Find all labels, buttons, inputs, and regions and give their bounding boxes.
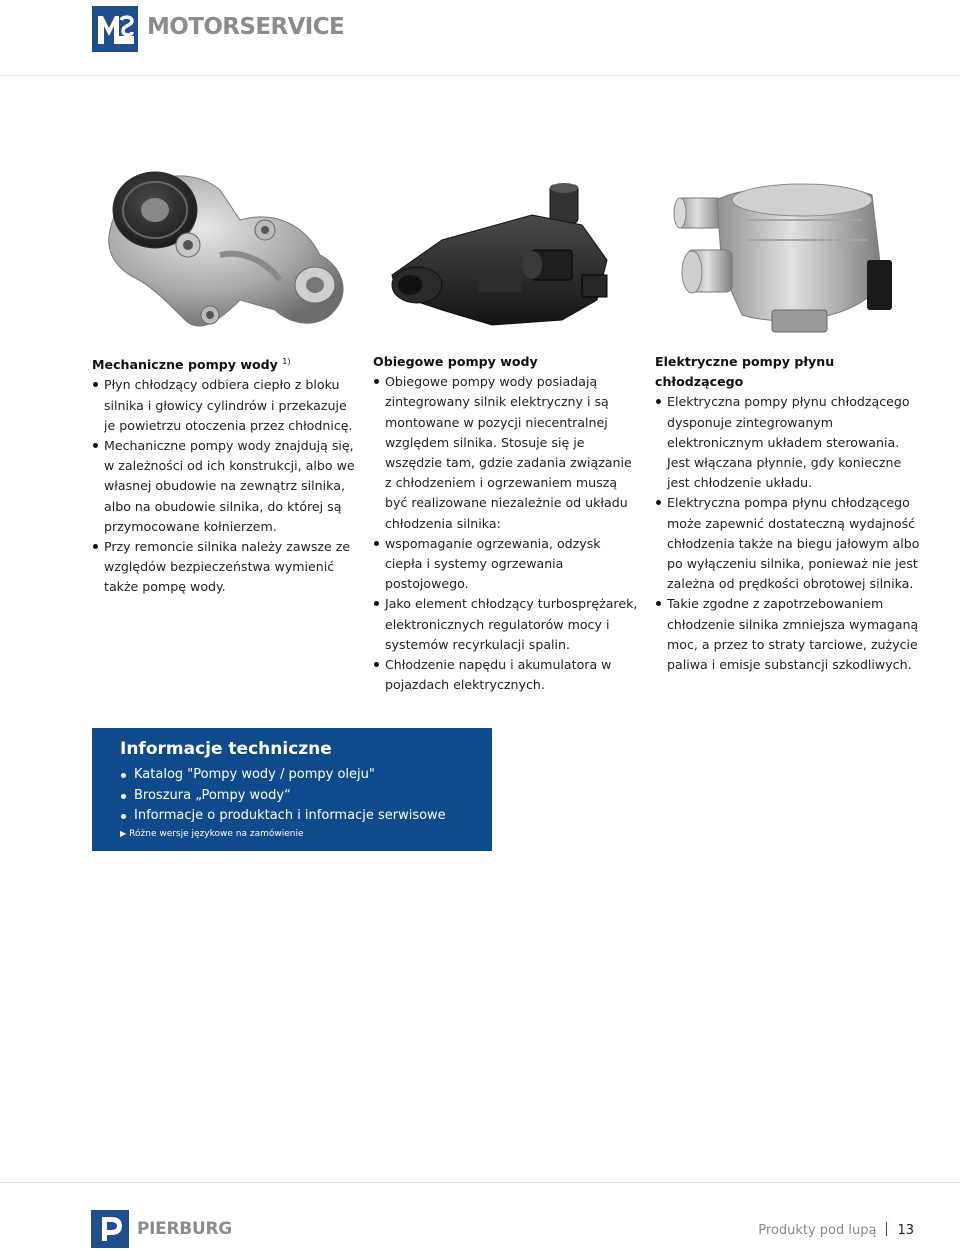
circulation-pumps-column — [373, 352, 638, 695]
technical-info-box — [92, 728, 492, 851]
mechanical-water-pump-image — [90, 160, 360, 340]
column-title: Elektryczne pompy płynu chłodzącego — [655, 354, 835, 390]
info-note-text: Różne wersje językowe na zamówienie — [129, 828, 304, 839]
bullet-list — [373, 372, 638, 695]
pierburg-logo-icon — [91, 1210, 129, 1248]
list-item: Obiegowe pompy wody posiadają zintegrowany silnik elektryczny i są montowane w pozycji niecentralnej względem silnika. Stosuje się je wszędzie tam, gdzie zadania związanie z chłodzeniem i ogrzewaniem muszą być realizowane niezależnie od układu chłodzenia silnika: — [373, 372, 638, 534]
footnote-mark: 1) — [282, 357, 291, 366]
triangle-right-icon: ▶ — [120, 828, 127, 838]
section-name: Produkty pod lupą — [758, 1223, 877, 1238]
column-title: Mechaniczne pompy wody $^{1)}$ — [92, 357, 291, 373]
list-item: Takie zgodne z zapotrzebowaniem chłodzenie silnika zmniejsza wymaganą moc, a przez to straty tarciowe, zużycie paliwa i emisje substancji szkodliwych. — [655, 594, 923, 675]
bullet-list — [655, 392, 923, 675]
electric-pumps-column — [655, 352, 923, 675]
page-number: 13 — [897, 1223, 914, 1238]
electric-coolant-pump-image — [672, 180, 902, 340]
info-item-product-info[interactable]: Informacje o produktach i informacje serwisowe — [120, 806, 492, 827]
mechanical-pumps-column — [92, 352, 357, 598]
list-item: wspomaganie ogrzewania, odzysk ciepła i systemy ogrzewania postojowego. — [373, 534, 638, 595]
page-footer — [0, 1182, 960, 1252]
info-item-brochure[interactable]: Broszura „Pompy wody“ — [120, 786, 492, 807]
header-brand: MOTORSERVICE — [147, 14, 345, 40]
list-item: Chłodzenie napędu i akumulatora w pojazdach elektrycznych. — [373, 655, 638, 695]
list-item: Jako element chłodzący turbosprężarek, elektronicznych regulatorów mocy i systemów recyrkulacji spalin. — [373, 594, 638, 655]
page-header — [0, 0, 960, 76]
list-item: Przy remoncie silnika należy zawsze ze względów bezpieczeństwa wymienić także pompę wody. — [92, 537, 357, 598]
circulation-water-pump-image — [382, 180, 627, 330]
info-box-title: Informacje techniczne — [120, 739, 332, 759]
divider — [886, 1222, 887, 1236]
list-item: Płyn chłodzący odbiera ciepło z bloku silnika i głowicy cylindrów i przekazuje je powietrzu otoczenia przez chłodnicę. — [92, 375, 357, 436]
bullet-list — [92, 375, 357, 597]
info-box-list — [120, 765, 492, 827]
column-title: Obiegowe pompy wody — [373, 354, 538, 369]
page-info — [758, 1222, 914, 1238]
info-item-catalog[interactable]: Katalog "Pompy wody / pompy oleju" — [120, 765, 492, 786]
list-item: Elektryczna pompy płynu chłodzącego dysponuje zintegrowanym elektronicznym układem sterowania. Jest włączana płynnie, gdy konieczne jest chłodzenie układu. — [655, 392, 923, 493]
list-item: Mechaniczne pompy wody znajdują się, w zależności od ich konstrukcji, albo we własnej obudowie na zewnątrz silnika, albo na obudowie silnika, do której są przymocowane kołnierzem. — [92, 436, 357, 537]
list-item: Elektryczna pompa płynu chłodzącego może zapewnić dostateczną wydajność chłodzenia także na biegu jałowym albo po wyłączeniu silnika, ponieważ nie jest zależna od prędkości obrotowej silnika. — [655, 493, 923, 594]
motorservice-logo-icon — [92, 6, 138, 52]
footer-brand: PIERBURG — [137, 1219, 232, 1239]
info-box-note — [120, 827, 492, 841]
